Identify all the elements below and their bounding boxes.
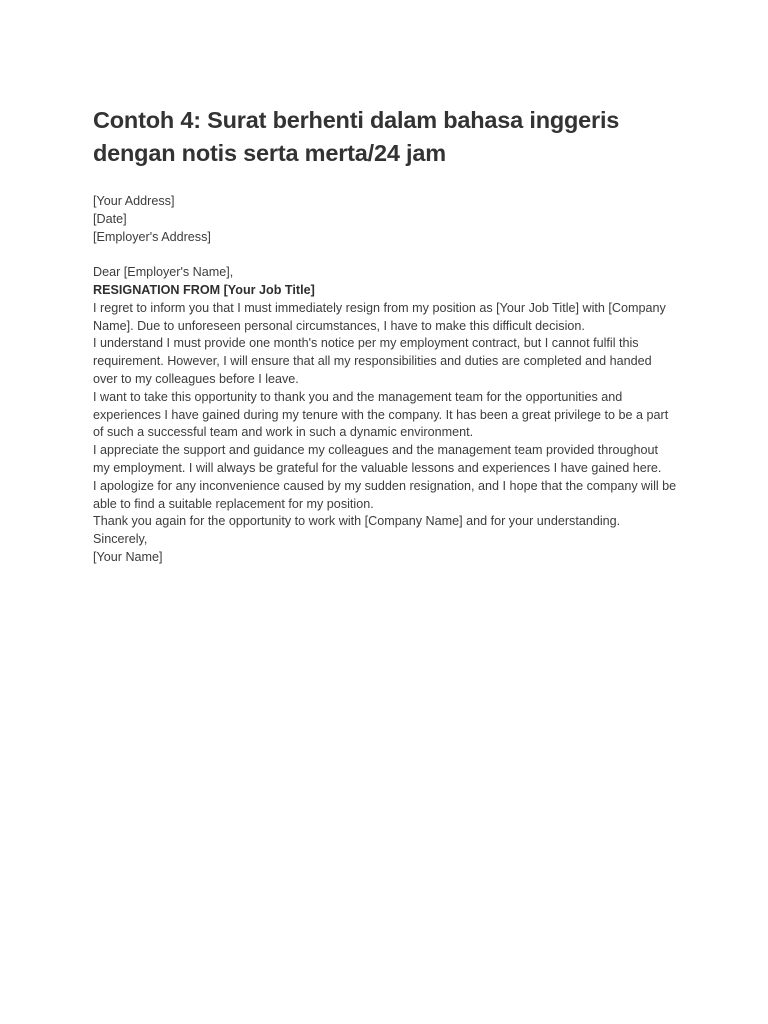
- employer-address-line: [Employer's Address]: [93, 229, 211, 244]
- paragraph: I understand I must provide one month's notice per my employment contract, but I cannot fulfil this requirement. However, I will ensure that all my responsibilities and duties are completed and handed over to my colleagues before I leave.: [93, 336, 652, 386]
- salutation: Dear [Employer's Name],: [93, 265, 234, 280]
- closing: Sincerely,: [93, 532, 148, 547]
- date-line: [Date]: [93, 211, 127, 226]
- signature: [Your Name]: [93, 549, 163, 564]
- paragraph: I regret to inform you that I must immediately resign from my position as [Your Job Title] with [Company Name]. Due to unforeseen personal circumstances, I have to make this difficult decision.: [93, 300, 666, 333]
- document-page: [93, 104, 678, 567]
- paragraph: I apologize for any inconvenience caused by my sudden resignation, and I hope that the company will be able to find a suitable replacement for my position.: [93, 478, 677, 511]
- document-title: Contoh 4: Surat berhenti dalam bahasa inggeris dengan notis serta merta/24 jam: [93, 107, 620, 166]
- address-line: [Your Address]: [93, 194, 175, 208]
- paragraph: Thank you again for the opportunity to work with [Company Name] and for your understanding.: [93, 514, 621, 529]
- paragraph: I want to take this opportunity to thank you and the management team for the opportunities and experiences I have gained during my tenure with the company. It has been a great privilege to be a part of such a successful team and work in such a dynamic environment.: [93, 389, 669, 440]
- spacer: [93, 246, 678, 264]
- letter-body: [93, 193, 678, 567]
- paragraph: I appreciate the support and guidance my colleagues and the management team provided throughout my employment. I will always be grateful for the valuable lessons and experiences I have gained here.: [93, 443, 662, 475]
- subject-line: RESIGNATION FROM [Your Job Title]: [93, 282, 315, 297]
